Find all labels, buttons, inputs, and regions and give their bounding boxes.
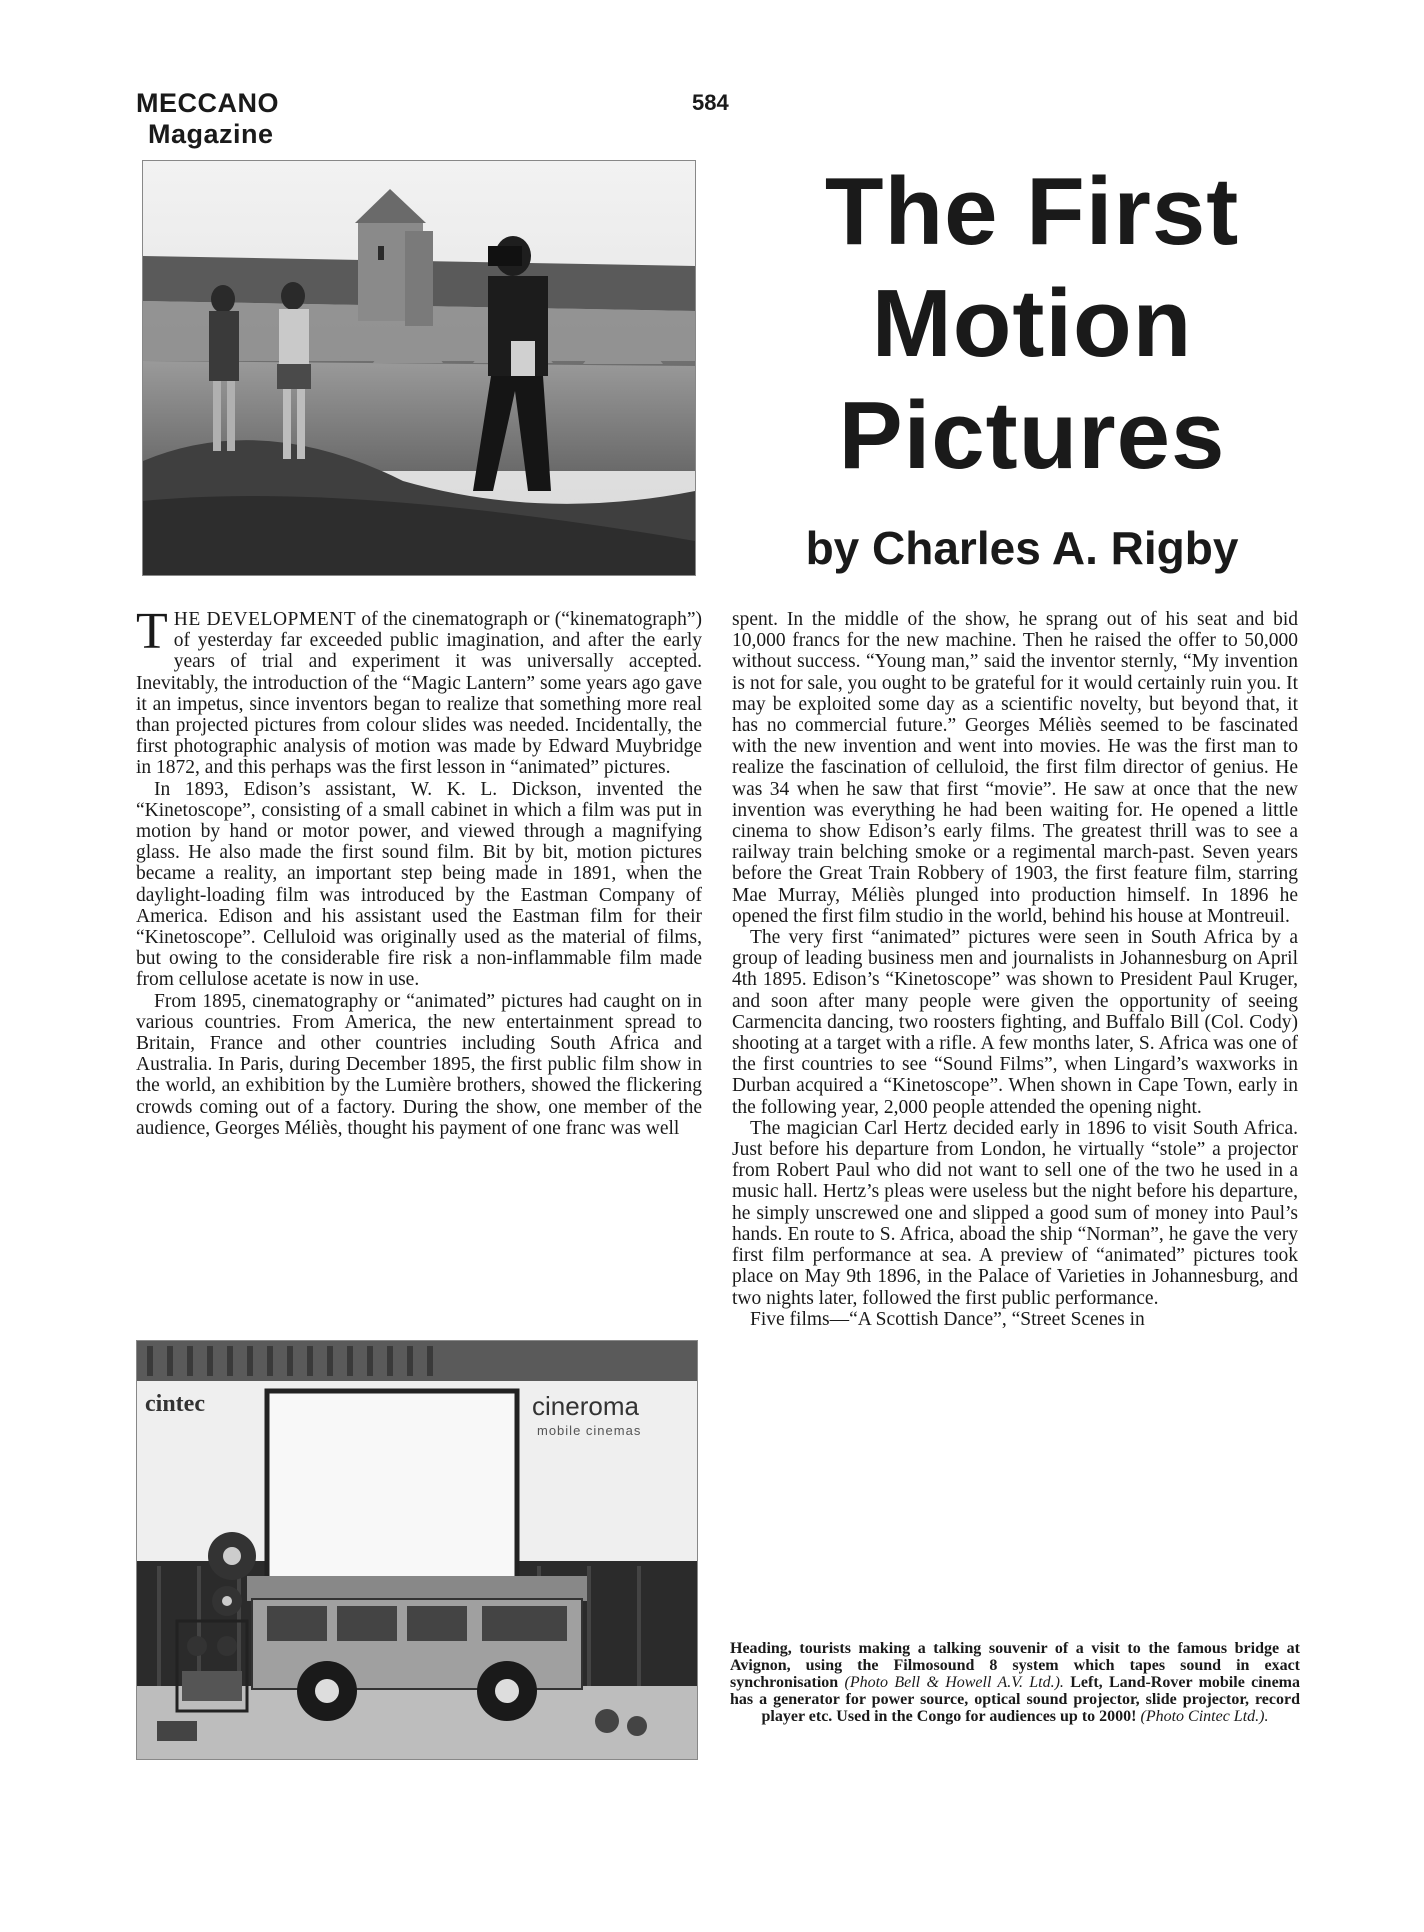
- left-p1-text: of the cinematograph or (“kinematograph”) of yesterday far exceeded public imagination, and after the early years of trial and experiment it was universally accepted. Inevitably, the introduction of the “Magic Lantern” some years ago gave it an impetus, since inventors began to realize that something more real than projected pictures from colour slides was needed. Incidentally, the first photographic analysis of motion was made by Edward Muybridge in 1872, and this perhaps was the first lesson in “animated” pictures.: [136, 609, 702, 779]
- page-number: 584: [692, 90, 729, 115]
- caption-credit2: (Photo Cintec Ltd.).: [1140, 1708, 1269, 1725]
- avignon-bridge-photo: [142, 160, 696, 576]
- photo-caption: [730, 1640, 1300, 1725]
- masthead: [136, 88, 279, 150]
- cineroma-sign-sub: mobile cinemas: [537, 1423, 642, 1438]
- cineroma-sign: cineroma: [532, 1391, 639, 1421]
- left-paragraph-2: In 1893, Edison’s assistant, W. K. L. Dickson, invented the “Kinetoscope”, consisting of a small cabinet in which a film was put in motion by hand or motor power, and viewed through a magnifying glass. He also made the first sound film. Bit by bit, motion pictures became a reality, an important step being made in 1891, when the daylight-loading film was introduced by the Eastman Company of America. Edison and his assistant used the Eastman film for their “Kinetoscope”. Celluloid was originally used as the material of films, but owing to the considerable fire risk a non-inflammable film made from cellulose acetate is now in use.: [136, 778, 702, 991]
- right-paragraph-1: spent. In the middle of the show, he sprang out of his seat and bid 10,000 francs for the new machine. Then he raised the offer to 50,000 without success. “Young man,” said the inventor sternly, “My invention is not for sale, you ought to be grateful for it would certainly ruin you. It may be exploited some day as a scientific novelty, but beyond that, it has no commercial future.” Georges Méliès seemed to be fascinated with the new invention and went into movies. He was the first man to realize the fascination of celluloid, the first film director of genius. He was 34 when he saw that first “movie”. He saw at once that the new invention was everything he had been waiting for. He opened a little cinema to show Edison’s early films. The greatest thrill was to see a railway train belching smoke or a regimental march-past. Seven years before the Great Train Robbery of 1903, the first feature film, starring Mae Murray, Méliès plunged into production himself. In 1896 he opened the first film studio in the world, behind his house at Montreuil.: [732, 609, 1298, 927]
- caption-part2: Left, Land-Rover mobile cinema has a generator for power source, optical sound projector, slide projector, record player etc. Used in the Congo for audiences up to 2000!: [730, 1674, 1300, 1725]
- right-column: [732, 609, 1298, 1330]
- right-paragraph-4: Five films—“A Scottish Dance”, “Street Scenes in: [750, 1308, 1145, 1330]
- left-column: [136, 603, 702, 1139]
- lead-smallcaps: HE DEVELOPMENT: [173, 609, 357, 630]
- right-paragraph-3: The magician Carl Hertz decided early in 1896 to visit South Africa. Just before his departure from London, he virtually “stole” a projector from Robert Paul who did not want to sell one of the two he used in a music hall. Hertz’s pleas were useless but the night before his departure, he simply unscrewed one and slipped a good sum of money into Paul’s hands. En route to S. Africa, aboad the ship “Norman”, he gave the very first film performance at sea. A preview of “animated” pictures took place on May 9th 1896, in the Palace of Varieties in Johannesburg, and two nights later, followed the first public performance.: [732, 1117, 1298, 1309]
- title-line3: Pictures: [838, 382, 1226, 489]
- byline: by Charles A. Rigby: [805, 522, 1239, 574]
- left-paragraph-1: [136, 603, 702, 779]
- cintec-sign: cintec: [145, 1391, 205, 1417]
- title-line1: The First: [824, 158, 1240, 265]
- right-paragraph-2: The very first “animated” pictures were seen in South Africa by a group of leading business men and journalists in Johannesburg on April 4th 1895. Edison’s “Kinetoscope” was shown to President Paul Kruger, and soon after many people were given the opportunity of seeing Carmencita dancing, two roosters fighting, and Buffalo Bill (Col. Cody) shooting at a target with a rifle. A few months later, S. Africa was one of the first countries to see “Sound Films”, when Lingard’s waxworks in Durban acquired a “Kinetoscope”. When shown in Cape Town, early in the following year, 2,000 people attended the opening night.: [732, 927, 1298, 1118]
- masthead-line1: MECCANO: [136, 88, 279, 118]
- dropcap: T: [136, 603, 168, 660]
- masthead-line2: Magazine: [148, 119, 274, 149]
- title-line2: Motion: [871, 270, 1193, 377]
- left-paragraph-3: From 1895, cinematography or “animated” pictures had caught on in various countries. From America, the new entertainment spread to Britain, France and other countries including South Africa and Australia. In Paris, during December 1895, the first public film show in the world, an exhibition by the Lumière brothers, showed the flickering crowds coming out of a factory. During the show, one member of the audience, Georges Méliès, thought his payment of one franc was well: [136, 990, 702, 1139]
- mobile-cinema-photo: [136, 1340, 698, 1760]
- caption-part1: Heading, tourists making a talking souvenir of a visit to the famous bridge at Avignon, using the Filmosound 8 system which tapes sound in exact synchronisation: [730, 1640, 1300, 1691]
- caption-credit1: (Photo Bell & Howell A.V. Ltd.).: [844, 1674, 1064, 1691]
- article-title: [752, 156, 1312, 492]
